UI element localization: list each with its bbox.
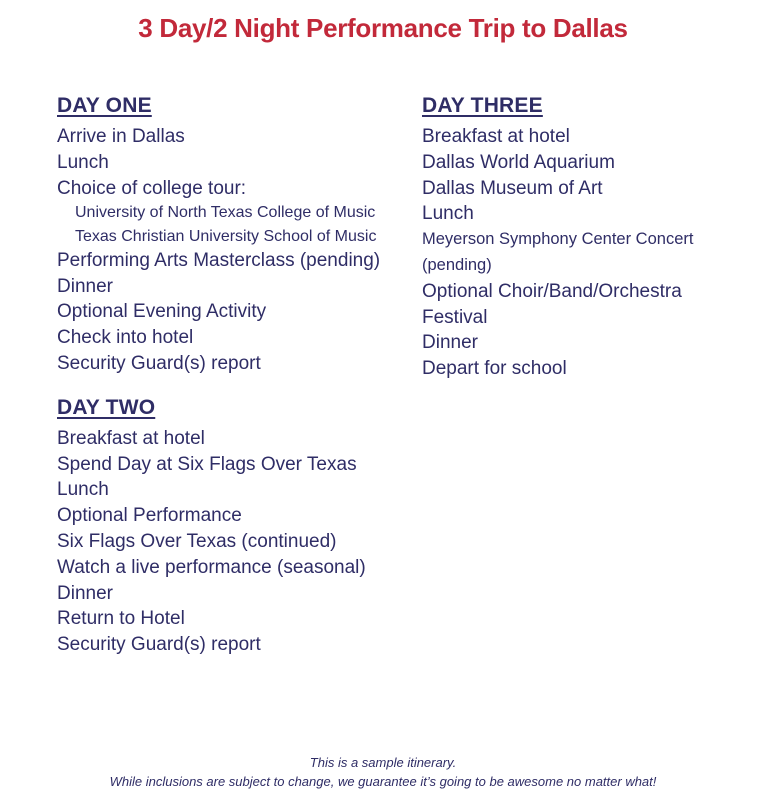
itinerary-item: Spend Day at Six Flags Over Texas bbox=[57, 453, 357, 475]
itinerary-sub-item: University of North Texas College of Music bbox=[75, 204, 376, 222]
page-title: 3 Day/2 Night Performance Trip to Dallas bbox=[138, 13, 628, 43]
itinerary-item: Watch a live performance (seasonal) bbox=[57, 556, 366, 578]
day-heading-day-two: DAY TWO bbox=[57, 395, 156, 419]
itinerary-item: Check into hotel bbox=[57, 327, 194, 349]
itinerary-item: Six Flags Over Texas (continued) bbox=[57, 530, 337, 552]
itinerary-item: Breakfast at hotel bbox=[422, 126, 570, 147]
itinerary-item: Optional Choir/Band/Orchestra Festival bbox=[422, 280, 682, 328]
footer-note bbox=[0, 754, 766, 791]
itinerary-item: Dinner bbox=[57, 582, 113, 604]
itinerary-item: Meyerson Symphony Center Concert (pending) bbox=[422, 230, 694, 274]
itinerary-item: Optional Evening Activity bbox=[57, 301, 267, 323]
itinerary-item: Choice of college tour: bbox=[57, 177, 247, 199]
itinerary-item: Lunch bbox=[422, 203, 474, 225]
itinerary-sub-item: Texas Christian University School of Music bbox=[75, 227, 377, 245]
day-heading-day-one: DAY ONE bbox=[57, 94, 152, 117]
footer-line-1: This is a sample itinerary. bbox=[309, 755, 457, 770]
footer-line-2: While inclusions are subject to change, we guarantee it’s going to be awesome no matter what! bbox=[109, 773, 657, 789]
itinerary-item: Dallas World Aquarium bbox=[422, 151, 615, 173]
itinerary-columns bbox=[0, 93, 766, 658]
itinerary-item: Performing Arts Masterclass (pending) bbox=[57, 249, 381, 271]
itinerary-item: Lunch bbox=[57, 479, 109, 501]
itinerary-item: Lunch bbox=[57, 151, 109, 173]
left-column bbox=[57, 93, 422, 658]
day-heading-day-three: DAY THREE bbox=[422, 94, 543, 117]
itinerary-item: Return to Hotel bbox=[57, 608, 185, 630]
itinerary-item: Security Guard(s) report bbox=[57, 352, 261, 374]
itinerary-item: Optional Performance bbox=[57, 505, 242, 527]
section-day-two bbox=[57, 395, 422, 658]
itinerary-item: Arrive in Dallas bbox=[57, 126, 185, 147]
section-day-one bbox=[57, 93, 422, 377]
itinerary-item: Dallas Museum of Art bbox=[422, 177, 603, 199]
right-column bbox=[422, 93, 746, 658]
itinerary-item: Dinner bbox=[57, 275, 113, 297]
itinerary-item: Security Guard(s) report bbox=[57, 634, 261, 656]
itinerary-item: Dinner bbox=[422, 332, 478, 354]
section-day-three bbox=[422, 93, 746, 382]
itinerary-item: Depart for school bbox=[422, 358, 567, 380]
itinerary-item: Breakfast at hotel bbox=[57, 427, 205, 449]
